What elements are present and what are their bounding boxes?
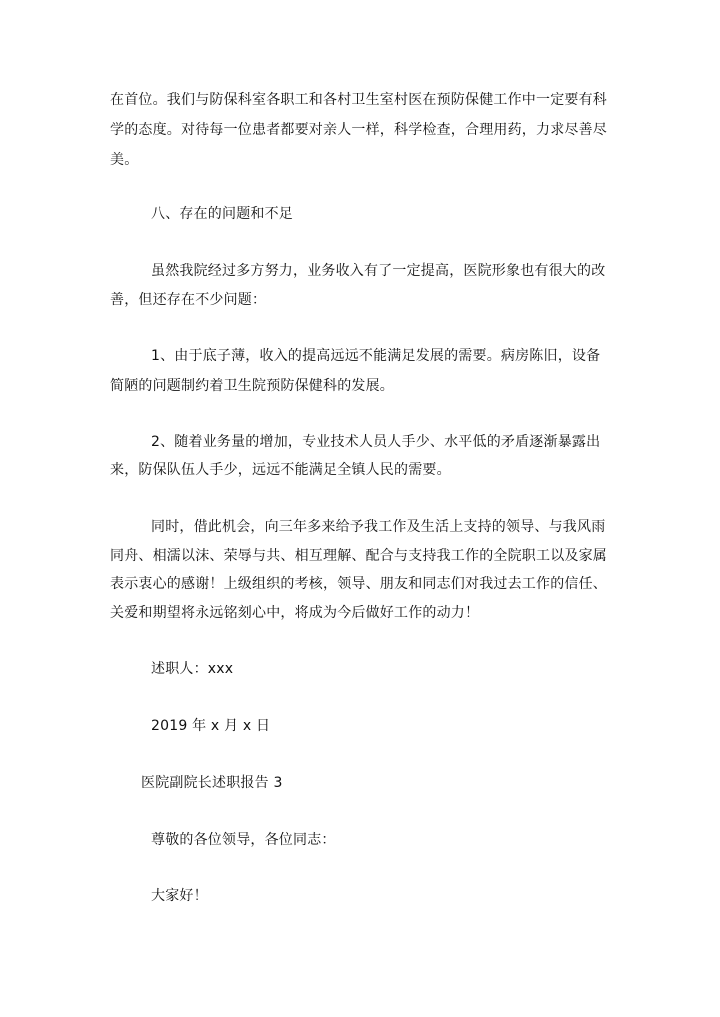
intro-paragraph-line: 虽然我院经过多方努力，业务收入有了一定提高，医院形象也有很大的改: [151, 263, 606, 279]
report-title: 医院副院长述职报告 3: [141, 775, 283, 791]
problem-item-1-line: 1、由于底子薄，收入的提高远远不能满足发展的需要。病房陈旧，设备: [151, 348, 601, 364]
problem-item-2-line: 来，防保队伍人手少，远远不能满足全镇人民的需要。: [110, 462, 451, 478]
thanks-paragraph-line: 同时，借此机会，向三年多来给予我工作及生活上支持的领导、与我风雨: [151, 519, 606, 535]
thanks-paragraph-line: 同舟、相濡以沫、荣辱与共、相互理解、配合与支持我工作的全院职工以及家属: [110, 548, 607, 564]
salutation: 尊敬的各位领导，各位同志：: [151, 832, 336, 848]
paragraph-continuation-line: 美。: [110, 152, 139, 168]
problem-item-1-line: 简陋的问题制约着卫生院预防保健科的发展。: [110, 378, 394, 394]
paragraph-continuation-line: 学的态度。对待每一位患者都要对亲人一样，科学检查，合理用药，力求尽善尽: [110, 122, 607, 138]
date: 2019 年 x 月 x 日: [151, 718, 271, 734]
problem-item-2-line: 2、随着业务量的增加，专业技术人员人手少、水平低的矛盾逐渐暴露出: [151, 434, 601, 450]
intro-paragraph-line: 善，但还存在不少问题：: [110, 292, 267, 308]
greeting: 大家好！: [151, 888, 208, 904]
thanks-paragraph-line: 表示衷心的感谢！上级组织的考核，领导、朋友和同志们对我过去工作的信任、: [110, 576, 607, 592]
paragraph-continuation-line: 在首位。我们与防保科室各职工和各村卫生室村医在预防保健工作中一定要有科: [110, 92, 607, 108]
thanks-paragraph-line: 关爱和期望将永远铭刻心中，将成为今后做好工作的动力！: [110, 605, 480, 621]
signature: 述职人：xxx: [151, 661, 234, 677]
section-heading: 八、存在的问题和不足: [151, 206, 293, 222]
